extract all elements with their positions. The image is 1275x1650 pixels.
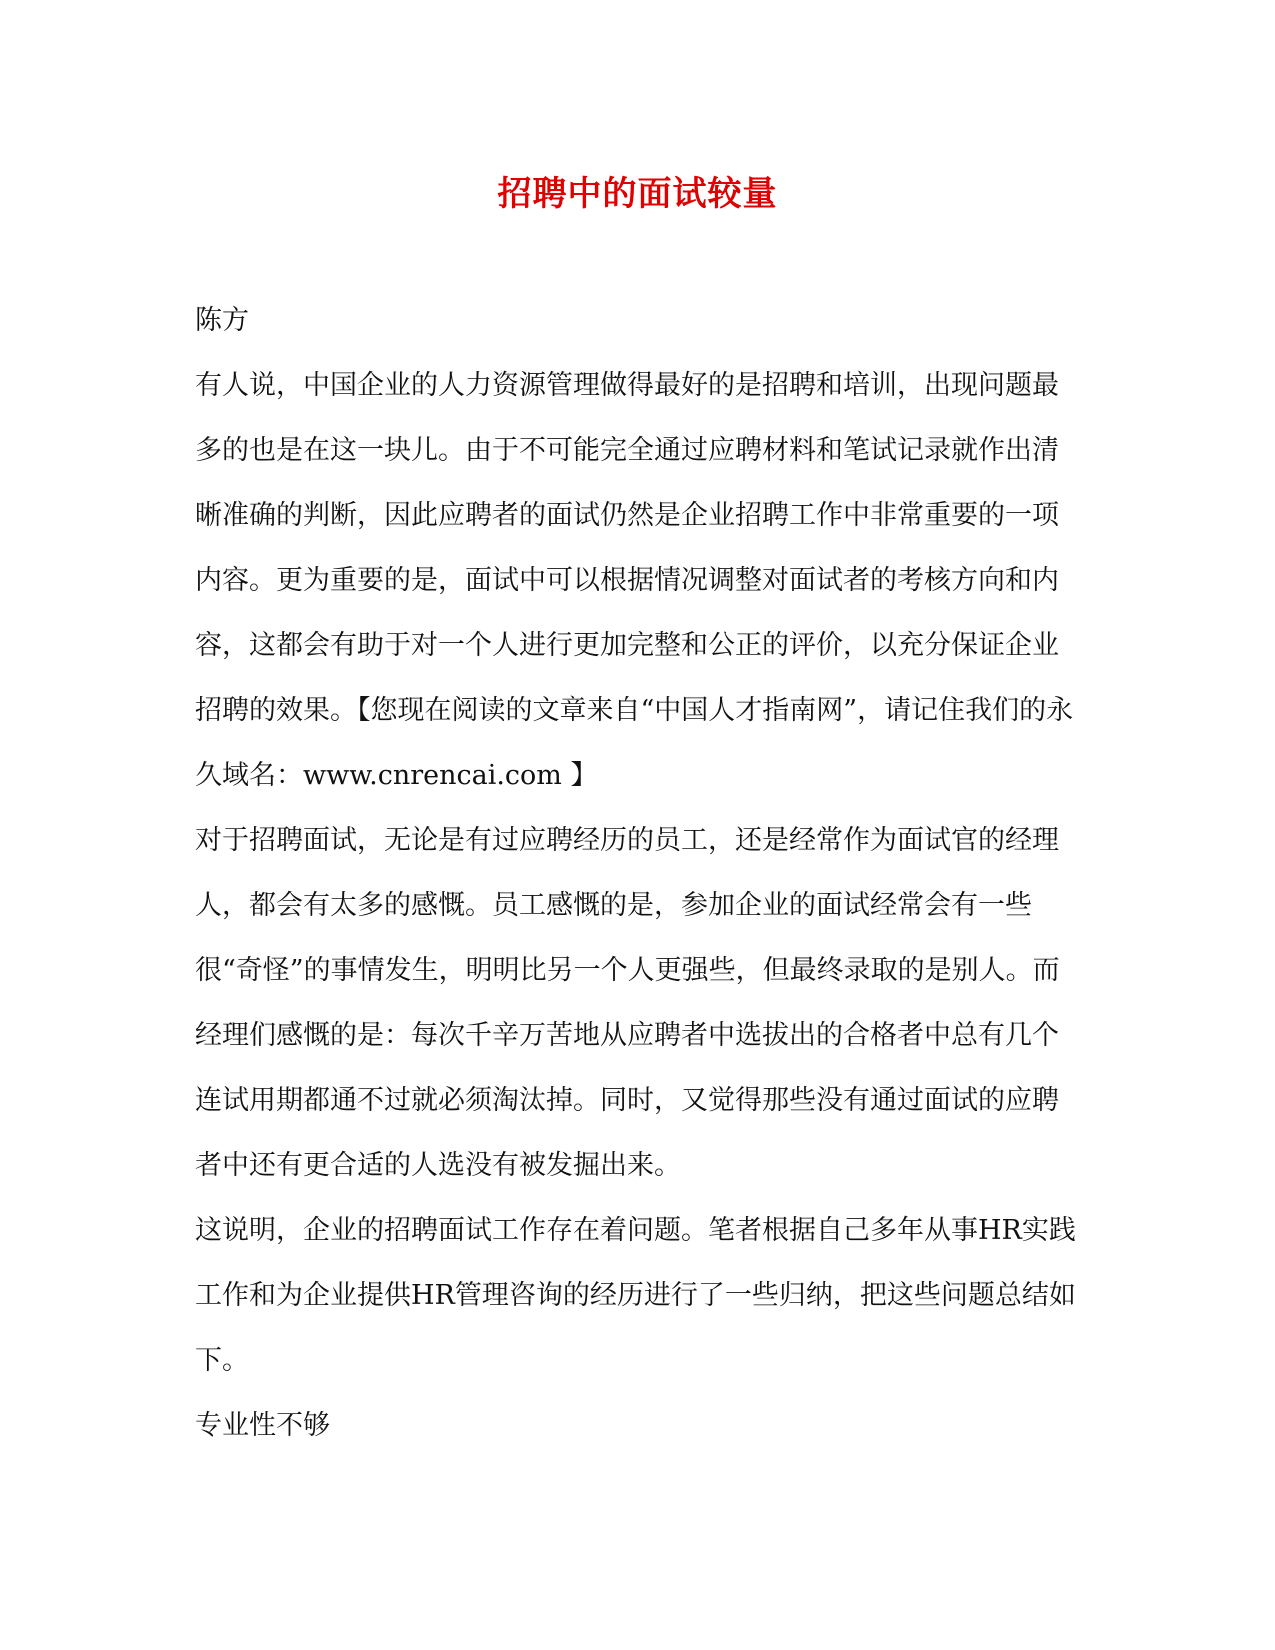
paragraph-2: 对于招聘面试，无论是有过应聘经历的员工，还是经常作为面试官的经理人，都会有太多的感慨。员工感慨的是，参加企业的面试经常会有一些很“奇怪”的事情发生，明明比另一个人更强些，但最终录取的是别人。而经理们感慨的是：每次千辛万苦地从应聘者中选拔出的合格者中总有几个连试用期都通不过就必须淘汰掉。同时，又觉得那些没有通过面试的应聘者中还有更合适的人选没有被发掘出来。 [195, 825, 1060, 1181]
paragraph-1: 有人说，中国企业的人力资源管理做得最好的是招聘和培训，出现问题最多的也是在这一块儿。由于不可能完全通过应聘材料和笔试记录就作出清晰准确的判断，因此应聘者的面试仍然是企业招聘工作中非常重要的一项内容。更为重要的是，面试中可以根据情况调整对面试者的考核方向和内容，这都会有助于对一个人进行更加完整和公正的评价，以充分保证企业招聘的效果。【您现在阅读的文章来自“中国人才指南网”，请记住我们的永久域名：www.cnrencai.com 】 [195, 370, 1074, 791]
section-heading: 专业性不够 [195, 1410, 330, 1441]
document-body [195, 288, 1080, 1458]
author-name: 陈方 [195, 305, 249, 336]
document-title: 招聘中的面试较量 [497, 174, 778, 214]
paragraph-3: 这说明，企业的招聘面试工作存在着问题。笔者根据自己多年从事HR实践工作和为企业提供HR管理咨询的经历进行了一些归纳，把这些问题总结如下。 [195, 1215, 1076, 1376]
